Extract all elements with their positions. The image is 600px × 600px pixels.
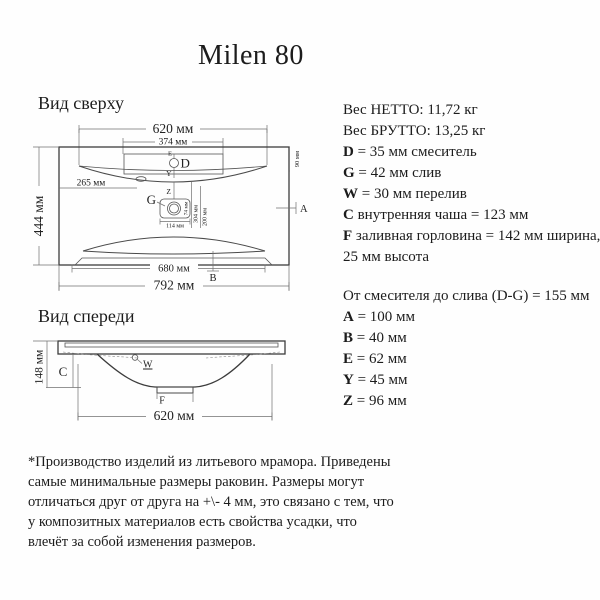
spec-prefix: G [343,165,355,181]
leader-b [207,251,219,284]
top-view-drawing [25,120,335,312]
dim-374 [123,136,223,154]
spec-text: заливная горловина = 142 мм ширина, [352,228,600,244]
dim-444 [31,147,59,265]
drain-front-group [157,387,193,407]
label-z: Z [166,187,171,196]
dim-c [59,354,73,388]
spec-prefix: B [343,330,354,346]
dim-148-label: 148 мм [33,349,46,385]
dim-265-label: 265 мм [76,178,106,189]
label-f: F [159,395,165,407]
spec-text: Вес НЕТТО: 11,72 кг [343,102,478,118]
footnote [28,452,394,552]
label-e: E [168,150,172,158]
spec-text: внутренняя чаша = 123 мм [353,207,529,223]
spec-text: 25 мм высота [343,249,430,265]
label-a: A [300,204,308,215]
dim-620-front-label: 620 мм [153,408,195,423]
spec-y [343,370,597,391]
footnote-line: самые минимальные размеры раковин. Размеры могут [28,474,365,490]
faucet-hole [170,159,179,168]
overflow-hole-front [132,355,138,361]
dim-374-label: 374 мм [158,137,188,148]
dim-148 [31,341,81,389]
dim-680-label: 680 мм [158,263,190,275]
spec-text: Вес БРУТТО: 13,25 кг [343,123,486,139]
spec-text: = 100 мм [353,309,416,325]
spec-text: От смесителя до слива (D-G) = 155 мм [343,288,590,304]
front-view-heading: Вид спереди [38,306,135,326]
dim-304-label: 304 мм [193,204,200,224]
label-w: W [143,359,153,371]
spec-f [343,226,600,247]
spec-text: = 35 мм смеситель [353,144,477,160]
label-g: G [146,192,156,207]
back-shelf [124,154,223,174]
top-view-heading: Вид сверху [38,93,124,113]
front-bulge-curves [83,237,265,254]
front-view-drawing [25,331,335,438]
dim-114-label: 114 мм [166,223,184,230]
spec-d [343,142,597,163]
spec-gross-weight [343,121,597,142]
drain-hole-inner [170,204,179,213]
dim-620-top-label: 620 мм [152,121,194,136]
spec-w [343,184,597,205]
dim-90 [289,146,302,172]
label-d: D [180,155,190,171]
spec-prefix: Y [343,372,354,388]
spec-c [343,205,597,226]
spec-a [343,307,597,328]
dim-200-label: 200 мм [202,207,209,227]
footnote-line: влечёт за собой изменения размеров. [28,534,256,550]
spec-text: = 62 мм [353,351,407,367]
dim-90-label: 90 мм [294,150,301,168]
page-title: Milen 80 [198,40,304,71]
spec-e [343,349,597,370]
spec-prefix: W [343,186,358,202]
spec-prefix: C [343,207,354,223]
hidden-edge-right [206,352,280,358]
spec-text: = 30 мм перелив [358,186,467,202]
spec-net-weight [343,100,597,121]
footnote-line: у композитных материалов есть свойства усадки, что [28,514,357,530]
label-c: C [58,364,68,379]
spec-text: = 42 мм слив [354,165,442,181]
dim-444-label: 444 мм [31,195,46,237]
dim-74-label: 74 мм [183,201,190,216]
spec-prefix: A [343,309,354,325]
spec-f-cont [343,247,597,268]
spec-prefix: D [343,144,354,160]
sink-outline-top [59,147,289,265]
footnote-line: *Производство изделий из литьевого мрамора. Приведены [28,454,391,470]
drain-group [147,182,209,230]
spec-text: = 45 мм [353,372,408,388]
spec-g [343,163,597,184]
spec-prefix: E [343,351,354,367]
label-b: B [209,273,217,284]
overflow-group [132,355,153,371]
dim-792-label: 792 мм [153,277,195,293]
spec-prefix: F [343,228,353,244]
countertop-lip [65,343,278,347]
spec-b [343,328,597,349]
spec-prefix: Z [343,393,354,409]
spec-dg-distance [343,286,597,307]
dim-265 [59,179,137,189]
label-y: Y [166,169,172,178]
drain-plate-front [157,387,193,393]
leader-a [276,202,308,215]
spec-text: = 96 мм [353,393,407,409]
spec-list [343,100,600,412]
spec-z [343,391,597,412]
footnote-line: отличаться друг от друга на +\- 4 мм, это связано с тем, что [28,494,394,510]
bowl-profile [97,354,250,387]
spec-text: = 40 мм [353,330,407,346]
dim-680 [72,262,265,275]
